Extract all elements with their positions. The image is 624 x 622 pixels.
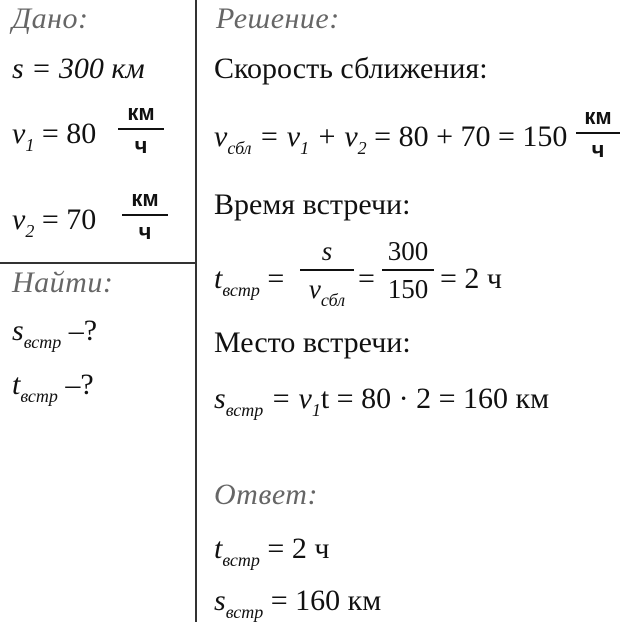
approach-unit-den: ч bbox=[591, 137, 605, 162]
answer-time bbox=[214, 532, 330, 570]
time-fraction bbox=[300, 236, 354, 310]
given-distance-text: s = 300 км bbox=[12, 52, 145, 85]
meet-place-title: Место встречи: bbox=[214, 326, 411, 359]
given-v2 bbox=[12, 203, 97, 241]
given-v2-unit bbox=[122, 186, 168, 245]
given-v1 bbox=[12, 117, 97, 155]
time-fraction-numeric-den: 150 bbox=[387, 274, 429, 304]
approach-plus: + v bbox=[309, 120, 358, 153]
time-fraction-numeric bbox=[382, 236, 434, 305]
find-time-symbol: t bbox=[12, 368, 21, 401]
given-v1-sub: 1 bbox=[25, 135, 35, 155]
time-fraction-numeric-num: 300 bbox=[387, 236, 429, 266]
given-v2-symbol: v bbox=[12, 203, 26, 236]
column-divider bbox=[195, 0, 197, 622]
find-time bbox=[12, 368, 94, 406]
find-time-rest: –? bbox=[57, 368, 94, 401]
place-eq: = v bbox=[263, 382, 312, 415]
answer-heading: Ответ: bbox=[214, 478, 318, 511]
time-eq: = bbox=[259, 262, 285, 295]
place-formula bbox=[214, 382, 550, 420]
given-v1-unit-bar bbox=[118, 128, 164, 130]
given-heading: Дано: bbox=[12, 2, 89, 35]
find-distance-symbol: s bbox=[12, 314, 24, 347]
approach-unit bbox=[576, 104, 620, 163]
given-v2-unit-den: ч bbox=[138, 219, 152, 244]
approach-title: Скорость сближения: bbox=[214, 52, 488, 85]
time-fraction-den-sub: сбл bbox=[320, 290, 346, 310]
approach-unit-bar bbox=[576, 132, 620, 134]
answer-distance-value: = 160 км bbox=[263, 584, 382, 617]
approach-eq1: = v bbox=[251, 120, 301, 153]
given-v1-unit-num: км bbox=[127, 100, 155, 125]
time-lhs-symbol: t bbox=[214, 262, 223, 295]
place-v1-sub: 1 bbox=[311, 400, 321, 420]
place-lhs-sub: встр bbox=[225, 400, 264, 420]
find-distance-rest: –? bbox=[61, 314, 98, 347]
meet-time-title: Время встречи: bbox=[214, 188, 411, 221]
given-distance bbox=[12, 52, 145, 86]
given-v2-value: = 70 bbox=[34, 203, 97, 236]
given-find-divider bbox=[0, 262, 197, 264]
approach-rest: = 80 + 70 = 150 bbox=[366, 120, 568, 153]
given-v2-sub: 2 bbox=[25, 221, 35, 241]
time-lhs-sub: встр bbox=[222, 280, 260, 300]
answer-distance-symbol: s bbox=[214, 584, 226, 617]
answer-time-value: = 2 ч bbox=[259, 532, 330, 565]
answer-distance-sub: встр bbox=[225, 602, 264, 622]
place-lhs: s bbox=[214, 382, 226, 415]
time-lhs bbox=[214, 262, 285, 300]
approach-lhs: v bbox=[214, 120, 228, 153]
find-distance bbox=[12, 314, 98, 352]
given-v1-unit-den: ч bbox=[134, 133, 148, 158]
given-v1-unit bbox=[118, 100, 164, 159]
answer-time-sub: встр bbox=[222, 550, 260, 570]
approach-v1-sub: 1 bbox=[300, 138, 310, 158]
given-v1-value: = 80 bbox=[34, 117, 97, 150]
time-fraction-den: v bbox=[308, 274, 321, 304]
approach-unit-num: км bbox=[584, 104, 612, 129]
place-rest: t = 80 · 2 = 160 км bbox=[320, 382, 550, 415]
approach-v2-sub: 2 bbox=[357, 138, 367, 158]
time-result: = 2 ч bbox=[440, 262, 503, 295]
time-fraction-bar bbox=[300, 269, 354, 271]
find-time-sub: встр bbox=[20, 386, 58, 406]
given-v2-unit-num: км bbox=[131, 186, 159, 211]
find-heading: Найти: bbox=[12, 266, 114, 299]
approach-formula bbox=[214, 120, 568, 158]
solution-heading: Решение: bbox=[216, 2, 340, 35]
given-v2-unit-bar bbox=[122, 214, 168, 216]
given-v1-symbol: v bbox=[12, 117, 26, 150]
time-fraction-num: s bbox=[321, 236, 333, 266]
answer-time-symbol: t bbox=[214, 532, 223, 565]
time-fraction-numeric-bar bbox=[382, 269, 434, 271]
answer-distance bbox=[214, 584, 382, 622]
approach-lhs-sub: сбл bbox=[227, 138, 252, 158]
time-eq2: = bbox=[358, 262, 375, 295]
find-distance-sub: встр bbox=[23, 332, 62, 352]
